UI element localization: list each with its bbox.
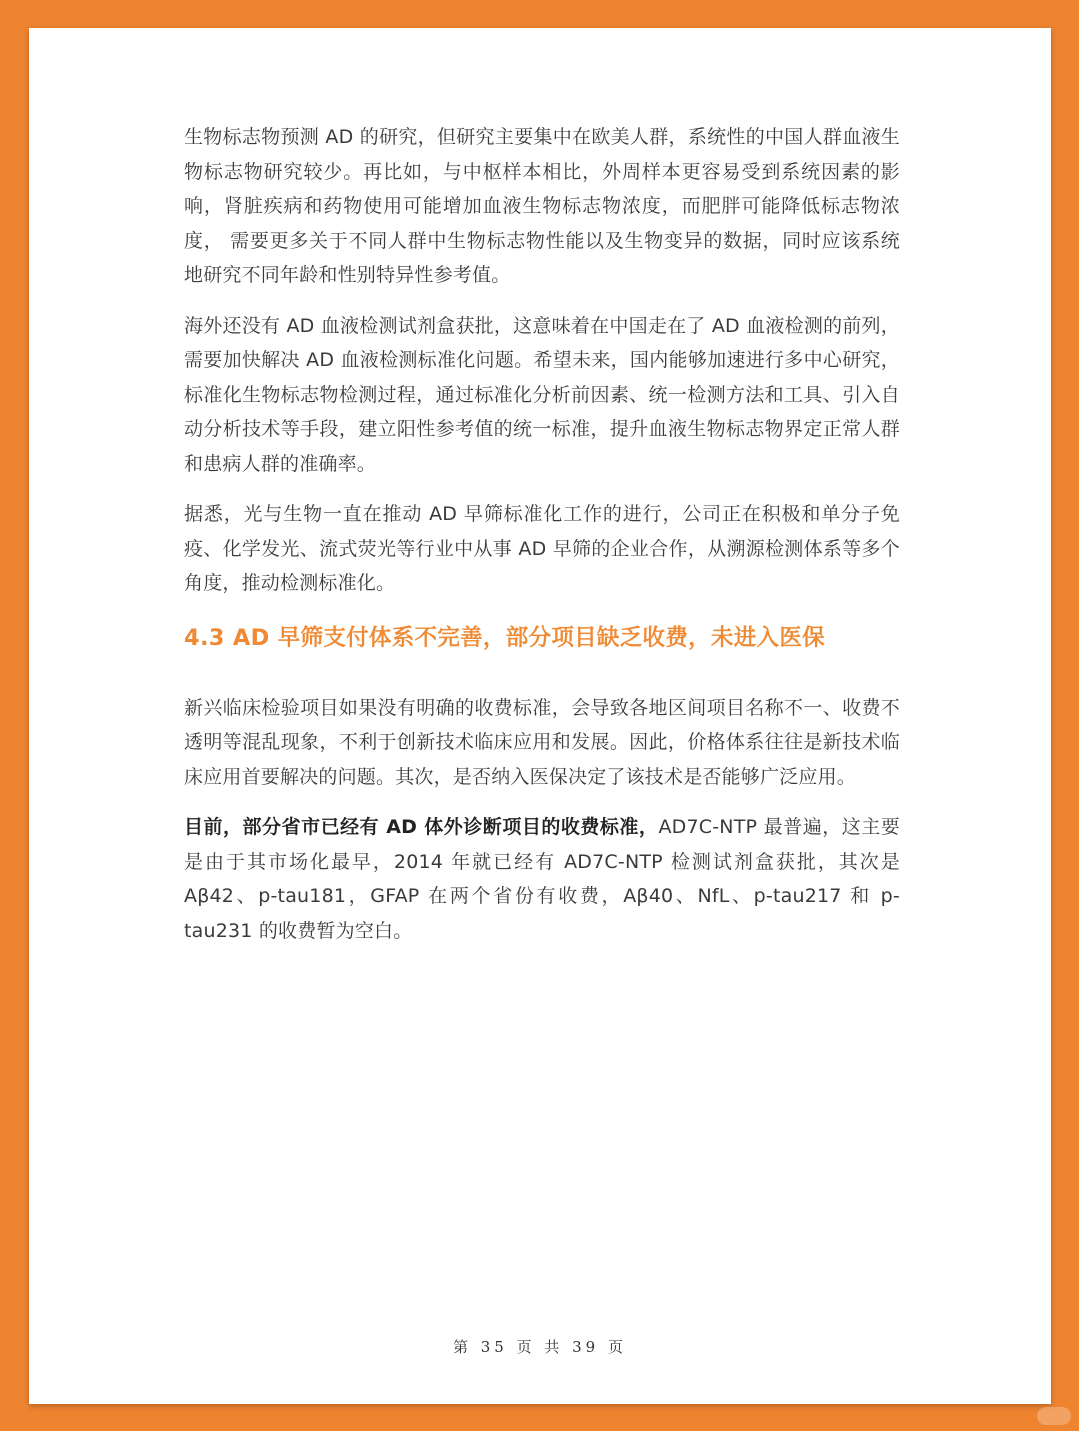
watermark-logo [1037, 1407, 1071, 1425]
paragraph-1: 生物标志物预测 AD 的研究，但研究主要集中在欧美人群，系统性的中国人群血液生物标志物研究较少。再比如，与中枢样本相比，外周样本更容易受到系统因素的影响，肾脏疾病和药物使用可能增加血液生物标志物浓度，而肥胖可能降低标志物浓度， 需要更多关于不同人群中生物标志物性能以及生物变异的数据，同时应该系统地研究不同年龄和性别特异性参考值。 [184, 126, 900, 286]
paragraph-3: 据悉，光与生物一直在推动 AD 早筛标准化工作的进行，公司正在积极和单分子免疫、化学发光、流式荧光等行业中从事 AD 早筛的企业合作，从溯源检测体系等多个角度，推动检测标准化。 [184, 503, 900, 594]
paragraph-4: 新兴临床检验项目如果没有明确的收费标准，会导致各地区间项目名称不一、收费不透明等混乱现象，不利于创新技术临床应用和发展。因此，价格体系往往是新技术临床应用首要解决的问题。其次，是否纳入医保决定了该技术是否能够广泛应用。 [184, 696, 900, 788]
document-page [29, 28, 1051, 1404]
paragraph-5 [184, 810, 900, 948]
paragraph-5-rest: AD7C-NTP 最普遍，这主要是由于其市场化最早，2014 年就已经有 AD7C-NTP 检测试剂盒获批，其次是 Aβ42、p-tau181，GFAP 在两个省份有收费，Aβ40、NfL、p-tau217 和 p-tau231 的收费暂为空白。 [184, 816, 900, 942]
section-heading: 4.3 AD 早筛支付体系不完善，部分项目缺乏收费，未进入医保 [184, 624, 825, 651]
paragraph-2: 海外还没有 AD 血液检测试剂盒获批，这意味着在中国走在了 AD 血液检测的前列，需要加快解决 AD 血液检测标准化问题。希望未来，国内能够加速进行多中心研究，标准化生物标志物检测过程，通过标准化分析前因素、统一检测方法和工具、引入自动分析技术等手段，建立阳性参考值的统一标准，提升血液生物标志物界定正常人群和患病人群的准确率。 [184, 314, 900, 475]
page-content [184, 120, 900, 964]
paragraph-5-bold-lead: 目前，部分省市已经有 AD 体外诊断项目的收费标准， [184, 816, 659, 838]
page-number-footer: 第 35 页 共 39 页 [452, 1338, 627, 1356]
